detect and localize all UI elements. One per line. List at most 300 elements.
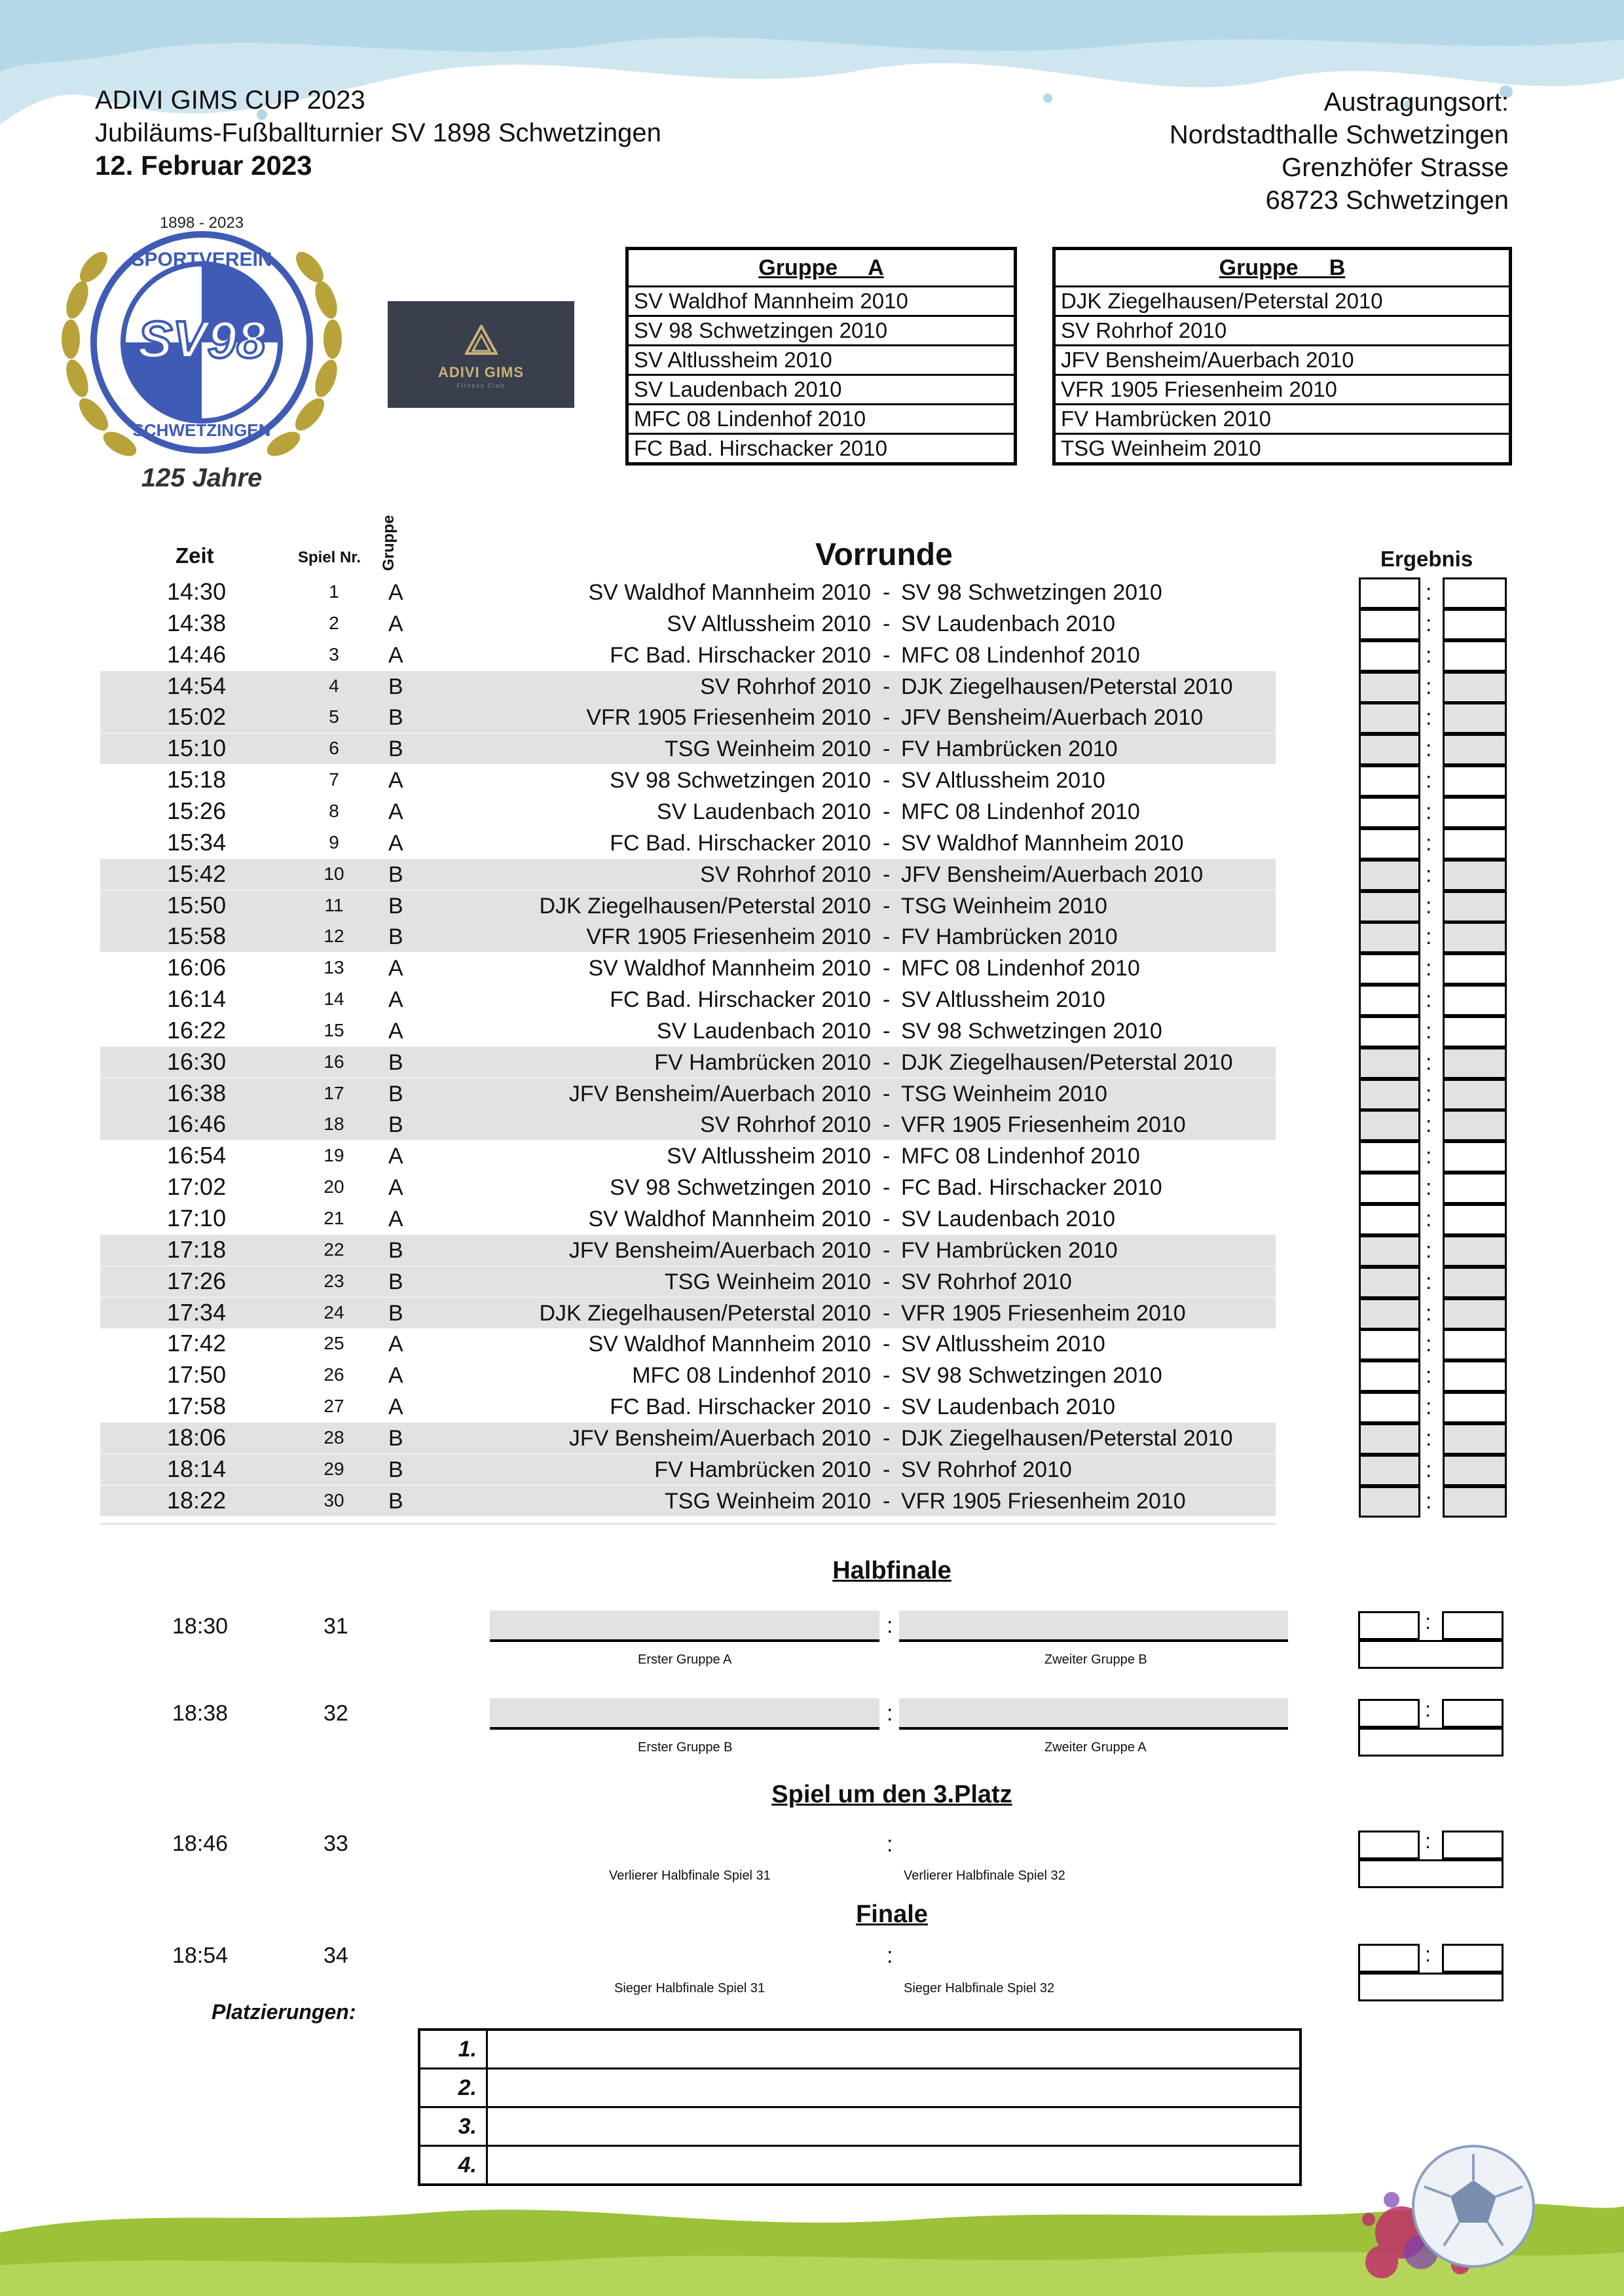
away-team: FV Hambrücken 2010 — [901, 1237, 1118, 1263]
match-group: A — [388, 1018, 403, 1044]
score-field-home[interactable] — [1359, 1392, 1420, 1423]
placements-label: Platzierungen: — [212, 2000, 356, 2024]
score-separator: : — [1426, 862, 1432, 887]
home-team: SV Altlussheim 2010 — [667, 611, 871, 636]
semifinal-team-field[interactable] — [490, 1611, 879, 1642]
versus-dash: - — [883, 611, 891, 636]
score-separator: : — [1426, 1363, 1432, 1389]
schedule-row — [0, 1422, 1624, 1453]
score-field-home[interactable] — [1359, 1141, 1420, 1173]
match-group: A — [388, 987, 403, 1013]
penalty-field[interactable] — [1358, 1728, 1504, 1757]
penalty-field[interactable] — [1358, 1640, 1504, 1669]
score-separator: : — [1426, 1049, 1432, 1075]
soccer-ball-icon — [1413, 2146, 1534, 2267]
event-title: ADIVI GIMS CUP 2023 — [95, 86, 365, 115]
match-number: 5 — [329, 706, 339, 727]
score-field-away[interactable] — [1443, 1204, 1507, 1235]
placement-row[interactable] — [420, 2069, 1299, 2108]
schedule-row — [0, 890, 1624, 921]
home-team: SV Rohrhof 2010 — [700, 1112, 871, 1138]
slot-label: Erster Gruppe A — [638, 1652, 732, 1667]
schedule-row — [0, 1328, 1624, 1359]
bottom-grass-decoration — [0, 2134, 1624, 2296]
match-time: 18:46 — [172, 1831, 229, 1856]
score-field-home[interactable] — [1359, 640, 1420, 672]
score-separator: : — [1425, 1942, 1431, 1966]
schedule-row — [0, 1391, 1624, 1422]
match-number: 14 — [323, 989, 344, 1010]
away-team: SV Laudenbach 2010 — [901, 611, 1116, 636]
score-field-away[interactable] — [1443, 953, 1507, 985]
group-a-team: SV Waldhof Mannheim 2010 — [629, 287, 1014, 317]
match-group: A — [388, 1207, 403, 1231]
score-field-home[interactable] — [1359, 1360, 1420, 1392]
score-separator: : — [1426, 611, 1432, 636]
match-number: 6 — [329, 738, 339, 759]
group-b-team: TSG Weinheim 2010 — [1061, 436, 1261, 460]
away-team: SV Altlussheim 2010 — [901, 987, 1105, 1013]
versus-dash: - — [883, 1488, 891, 1514]
placement-rank: 4. — [420, 2147, 488, 2183]
versus-dash: - — [883, 1175, 891, 1201]
away-team: MFC 08 Lindenhof 2010 — [901, 642, 1140, 668]
match-time: 16:06 — [167, 954, 227, 981]
score-field-home[interactable] — [1359, 1298, 1420, 1330]
score-separator: : — [1426, 737, 1432, 762]
column-header-ergebnis: Ergebnis — [1380, 547, 1473, 571]
match-group: A — [388, 830, 403, 856]
score-field-home[interactable] — [1359, 1016, 1420, 1048]
versus-dash: - — [883, 862, 891, 887]
score-separator: : — [1426, 1488, 1432, 1514]
away-team: FV Hambrücken 2010 — [901, 737, 1118, 762]
away-team: FV Hambrücken 2010 — [901, 924, 1118, 950]
versus-dash: - — [883, 1207, 891, 1231]
home-team: TSG Weinheim 2010 — [665, 737, 871, 762]
score-field-away[interactable] — [1443, 1455, 1507, 1486]
away-team: SV Altlussheim 2010 — [901, 1332, 1105, 1357]
match-number: 20 — [323, 1176, 344, 1197]
home-team: SV Altlussheim 2010 — [667, 1144, 871, 1169]
match-number: 23 — [323, 1270, 344, 1291]
score-field-home[interactable] — [1359, 1455, 1420, 1486]
match-group: A — [388, 1332, 403, 1357]
score-field-home[interactable] — [1359, 1423, 1420, 1455]
away-team: SV Rohrhof 2010 — [901, 1269, 1072, 1294]
match-time: 15:18 — [167, 766, 227, 793]
schedule-row — [0, 795, 1624, 827]
match-number: 9 — [329, 831, 339, 852]
versus-dash: - — [883, 1018, 891, 1044]
away-team: SV 98 Schwetzingen 2010 — [901, 1363, 1162, 1389]
group-b-title: Gruppe B — [1056, 250, 1509, 287]
versus-dash: - — [883, 642, 891, 668]
score-field-home[interactable] — [1359, 577, 1420, 609]
match-time: 14:30 — [167, 578, 227, 605]
score-field-away[interactable] — [1443, 1298, 1507, 1330]
home-team: VFR 1905 Friesenheim 2010 — [586, 705, 871, 731]
match-group: B — [388, 1049, 403, 1075]
versus-dash: - — [883, 893, 891, 919]
score-field-away[interactable] — [1443, 1267, 1507, 1298]
venue-label: Austragungsort: — [1323, 88, 1509, 117]
match-group: B — [388, 862, 403, 887]
away-team: VFR 1905 Friesenheim 2010 — [901, 1112, 1186, 1138]
placement-rank: 2. — [420, 2069, 488, 2106]
score-field-away[interactable] — [1442, 1699, 1504, 1728]
sponsor-name: ADIVI GIMS — [437, 364, 524, 380]
home-team: FC Bad. Hirschacker 2010 — [610, 987, 871, 1013]
score-separator: : — [1426, 1018, 1432, 1044]
match-time: 16:30 — [167, 1048, 227, 1075]
score-field-home[interactable] — [1359, 953, 1420, 985]
semifinal-team-field[interactable] — [899, 1611, 1288, 1642]
score-separator: : — [1426, 830, 1432, 856]
match-number: 7 — [329, 769, 339, 790]
versus-dash: - — [883, 956, 891, 981]
match-number: 31 — [323, 1614, 348, 1639]
home-team: DJK Ziegelhausen/Peterstal 2010 — [539, 1300, 871, 1326]
away-team: DJK Ziegelhausen/Peterstal 2010 — [901, 1425, 1233, 1451]
match-number: 30 — [323, 1489, 344, 1510]
score-separator: : — [1426, 987, 1432, 1013]
match-number: 4 — [329, 675, 339, 696]
versus-dash: - — [883, 1300, 891, 1326]
match-number: 26 — [323, 1364, 344, 1385]
score-field-home[interactable] — [1358, 1944, 1420, 1973]
score-field-home[interactable] — [1359, 1173, 1420, 1204]
home-team: TSG Weinheim 2010 — [665, 1488, 871, 1514]
section-title-finale: Finale — [856, 1901, 928, 1928]
home-team: JFV Bensheim/Auerbach 2010 — [568, 1081, 871, 1106]
section-title-third-place: Spiel um den 3.Platz — [771, 1781, 1012, 1808]
home-team: SV Laudenbach 2010 — [656, 1018, 871, 1044]
away-team: TSG Weinheim 2010 — [901, 893, 1107, 919]
penalty-field[interactable] — [1358, 1973, 1504, 2001]
schedule-row — [0, 1108, 1624, 1140]
schedule-row — [0, 670, 1624, 702]
versus-dash: - — [883, 799, 891, 824]
match-group: B — [388, 1457, 403, 1482]
score-field-home[interactable] — [1359, 1048, 1420, 1079]
score-field-away[interactable] — [1443, 734, 1507, 765]
match-time: 15:02 — [167, 703, 227, 731]
score-field-home[interactable] — [1359, 1204, 1420, 1235]
match-time: 16:54 — [167, 1142, 227, 1169]
match-number: 19 — [323, 1145, 344, 1166]
score-separator: : — [887, 1943, 893, 1968]
section-title-halbfinale: Halbfinale — [832, 1557, 951, 1584]
score-separator: : — [887, 1701, 893, 1726]
score-separator: : — [1426, 642, 1432, 668]
sponsor-logo — [388, 301, 574, 408]
score-separator: : — [1426, 1207, 1432, 1231]
group-b-team: VFR 1905 Friesenheim 2010 — [1056, 376, 1509, 405]
score-field-away[interactable] — [1442, 1611, 1504, 1640]
score-field-home[interactable] — [1359, 672, 1420, 703]
match-group: A — [388, 1394, 403, 1420]
score-field-away[interactable] — [1443, 672, 1507, 703]
match-time: 15:26 — [167, 797, 227, 824]
score-field-home[interactable] — [1359, 891, 1420, 922]
score-field-home[interactable] — [1359, 1267, 1420, 1298]
home-team: SV Waldhof Mannheim 2010 — [588, 956, 871, 981]
match-time: 18:14 — [167, 1455, 227, 1482]
schedule-row — [0, 639, 1624, 670]
match-time: 14:38 — [167, 609, 227, 636]
match-group: A — [388, 642, 403, 668]
placement-row[interactable] — [420, 2031, 1299, 2069]
score-separator: : — [887, 1613, 893, 1638]
schedule-row — [0, 1140, 1624, 1171]
score-field-away[interactable] — [1443, 1235, 1507, 1267]
score-field-away[interactable] — [1443, 702, 1507, 734]
versus-dash: - — [883, 1394, 891, 1420]
score-field-away[interactable] — [1443, 1423, 1507, 1455]
versus-dash: - — [883, 1425, 891, 1451]
home-team: SV Rohrhof 2010 — [700, 862, 871, 887]
schedule-row — [0, 1234, 1624, 1266]
score-field-home[interactable] — [1359, 734, 1420, 765]
schedule-row — [0, 827, 1624, 858]
match-time: 16:22 — [167, 1016, 227, 1044]
match-group: B — [388, 674, 403, 699]
match-group: A — [388, 1175, 403, 1201]
match-group: A — [388, 1363, 403, 1389]
schedule-row — [0, 1297, 1624, 1328]
score-field-home[interactable] — [1359, 797, 1420, 828]
score-field-away[interactable] — [1443, 828, 1507, 860]
score-field-away[interactable] — [1443, 1173, 1507, 1204]
score-field-home[interactable] — [1358, 1699, 1420, 1728]
score-separator: : — [1426, 799, 1432, 824]
match-time: 16:14 — [167, 985, 227, 1013]
score-separator: : — [1426, 1269, 1432, 1294]
match-number: 18 — [323, 1114, 344, 1135]
group-a-table — [625, 247, 1017, 465]
versus-dash: - — [883, 674, 891, 699]
score-field-home[interactable] — [1359, 828, 1420, 860]
match-number: 25 — [323, 1333, 344, 1354]
group-b-table — [1052, 247, 1512, 465]
versus-dash: - — [883, 1237, 891, 1263]
score-field-away[interactable] — [1443, 985, 1507, 1016]
match-group: B — [388, 705, 403, 731]
slot-label: Verlierer Halbfinale Spiel 31 — [609, 1868, 771, 1883]
slot-label: Verlierer Halbfinale Spiel 32 — [904, 1868, 1065, 1883]
home-team: SV 98 Schwetzingen 2010 — [610, 768, 871, 793]
match-number: 29 — [323, 1458, 344, 1479]
score-field-home[interactable] — [1359, 765, 1420, 797]
versus-dash: - — [883, 1081, 891, 1106]
away-team: TSG Weinheim 2010 — [901, 1081, 1107, 1106]
match-time: 14:54 — [167, 672, 227, 699]
away-team: SV Altlussheim 2010 — [901, 768, 1105, 793]
versus-dash: - — [883, 1363, 891, 1389]
schedule-row — [0, 764, 1624, 795]
group-a-team: FC Bad. Hirschacker 2010 — [634, 436, 887, 460]
match-number: 34 — [323, 1943, 348, 1968]
score-field-away[interactable] — [1443, 891, 1507, 922]
versus-dash: - — [883, 1049, 891, 1075]
score-field-away[interactable] — [1443, 797, 1507, 828]
svg-text:1898 - 2023: 1898 - 2023 — [159, 214, 244, 232]
score-field-away[interactable] — [1443, 1110, 1507, 1141]
group-a-team: MFC 08 Lindenhof 2010 — [629, 405, 1014, 435]
score-field-away[interactable] — [1443, 609, 1507, 640]
score-field-away[interactable] — [1443, 577, 1507, 609]
score-field-away[interactable] — [1443, 1360, 1507, 1392]
home-team: SV 98 Schwetzingen 2010 — [610, 1175, 871, 1201]
match-number: 32 — [323, 1701, 348, 1726]
match-group: A — [388, 956, 403, 981]
schedule-row — [0, 1203, 1624, 1234]
match-time: 15:10 — [167, 735, 227, 762]
semifinal-team-field[interactable] — [490, 1698, 879, 1730]
score-field-home[interactable] — [1359, 860, 1420, 891]
match-number: 17 — [323, 1082, 344, 1103]
adivi-gims-logo-icon — [465, 325, 498, 355]
schedule-row — [0, 1485, 1624, 1516]
score-field-away[interactable] — [1443, 1016, 1507, 1048]
score-separator: : — [1425, 1698, 1431, 1721]
score-separator: : — [1426, 1425, 1432, 1451]
home-team: SV Laudenbach 2010 — [656, 799, 871, 824]
score-field-away[interactable] — [1443, 1079, 1507, 1110]
score-field-home[interactable] — [1359, 985, 1420, 1016]
match-group: B — [388, 1488, 403, 1514]
score-field-away[interactable] — [1443, 1141, 1507, 1173]
score-field-away[interactable] — [1443, 765, 1507, 797]
match-time: 18:22 — [167, 1486, 227, 1514]
score-field-home[interactable] — [1359, 609, 1420, 640]
match-time: 14:46 — [167, 640, 227, 668]
schedule-row — [0, 1453, 1624, 1485]
column-header-spiel-nr: Spiel Nr. — [298, 549, 361, 566]
slot-label: Zweiter Gruppe A — [1044, 1740, 1147, 1755]
home-team: FV Hambrücken 2010 — [654, 1457, 871, 1482]
score-field-home[interactable] — [1359, 1235, 1420, 1267]
schedule-row — [0, 858, 1624, 890]
away-team: SV Waldhof Mannheim 2010 — [901, 830, 1184, 856]
score-field-home[interactable] — [1359, 1110, 1420, 1141]
score-field-home[interactable] — [1359, 1329, 1420, 1360]
score-field-away[interactable] — [1442, 1944, 1504, 1973]
score-separator: : — [1426, 1175, 1432, 1201]
match-number: 10 — [323, 863, 344, 884]
home-team: FV Hambrücken 2010 — [654, 1049, 871, 1075]
score-field-away[interactable] — [1443, 1329, 1507, 1360]
score-field-home[interactable] — [1359, 922, 1420, 953]
match-group: B — [388, 737, 403, 762]
score-separator: : — [1426, 1457, 1432, 1482]
match-number: 28 — [323, 1427, 344, 1448]
slot-label: Erster Gruppe B — [638, 1740, 733, 1755]
group-b-team: DJK Ziegelhausen/Peterstal 2010 — [1056, 287, 1509, 317]
penalty-field[interactable] — [1358, 1859, 1504, 1888]
match-time: 15:50 — [167, 891, 227, 919]
home-team: JFV Bensheim/Auerbach 2010 — [568, 1425, 871, 1451]
venue-block — [1170, 86, 1509, 217]
section-title-vorrunde: Vorrunde — [815, 538, 953, 572]
slot-label: Sieger Halbfinale Spiel 31 — [614, 1981, 766, 1995]
home-team: SV Waldhof Mannheim 2010 — [588, 1207, 871, 1231]
away-team: SV Rohrhof 2010 — [901, 1457, 1072, 1482]
score-field-home[interactable] — [1359, 1486, 1420, 1518]
score-separator: : — [1425, 1829, 1431, 1853]
score-field-away[interactable] — [1443, 922, 1507, 953]
score-field-away[interactable] — [1443, 860, 1507, 891]
score-field-away[interactable] — [1443, 1486, 1507, 1518]
home-team: FC Bad. Hirschacker 2010 — [610, 642, 871, 668]
match-number: 12 — [323, 926, 344, 947]
score-field-away[interactable] — [1442, 1831, 1504, 1859]
match-number: 33 — [323, 1831, 348, 1856]
match-number: 2 — [329, 612, 339, 633]
versus-dash: - — [883, 924, 891, 950]
score-field-away[interactable] — [1443, 1048, 1507, 1079]
club-crest-icon — [51, 208, 352, 496]
versus-dash: - — [883, 1112, 891, 1138]
versus-dash: - — [883, 768, 891, 793]
home-team: FC Bad. Hirschacker 2010 — [610, 1394, 871, 1420]
score-separator: : — [1426, 1112, 1432, 1138]
score-separator: : — [1426, 674, 1432, 699]
match-group: A — [388, 611, 403, 636]
group-b-team: FV Hambrücken 2010 — [1056, 405, 1509, 435]
match-number: 11 — [324, 894, 344, 915]
match-group: A — [388, 580, 403, 605]
schedule-row — [0, 1046, 1624, 1078]
score-separator: : — [1426, 893, 1432, 919]
versus-dash: - — [883, 830, 891, 856]
score-field-home[interactable] — [1358, 1611, 1420, 1640]
score-field-home[interactable] — [1358, 1831, 1420, 1859]
versus-dash: - — [883, 1332, 891, 1357]
score-separator: : — [1426, 1332, 1432, 1357]
semifinal-team-field[interactable] — [899, 1698, 1288, 1730]
score-field-home[interactable] — [1359, 1079, 1420, 1110]
home-team: SV Rohrhof 2010 — [700, 674, 871, 699]
group-a-team: SV Laudenbach 2010 — [629, 376, 1014, 405]
versus-dash: - — [883, 580, 891, 605]
score-separator: : — [1426, 956, 1432, 981]
match-time: 17:42 — [167, 1330, 227, 1357]
match-time: 15:34 — [167, 828, 227, 856]
svg-text:SCHWETZINGEN: SCHWETZINGEN — [132, 420, 271, 440]
score-separator: : — [1426, 1300, 1432, 1326]
score-field-away[interactable] — [1443, 1392, 1507, 1423]
column-header-zeit: Zeit — [175, 543, 214, 568]
home-team: MFC 08 Lindenhof 2010 — [632, 1363, 871, 1389]
svg-text:SV98: SV98 — [138, 310, 266, 369]
sponsor-tagline: Fitness Club — [456, 382, 506, 389]
schedule-row — [0, 1359, 1624, 1391]
schedule-row — [0, 1078, 1624, 1109]
placement-rank: 3. — [420, 2108, 488, 2145]
schedule-row — [0, 983, 1624, 1015]
score-separator: : — [1426, 1144, 1432, 1169]
match-group: B — [388, 893, 403, 919]
home-team: FC Bad. Hirschacker 2010 — [610, 830, 871, 856]
score-field-home[interactable] — [1359, 702, 1420, 734]
versus-dash: - — [883, 987, 891, 1013]
score-field-away[interactable] — [1443, 640, 1507, 672]
score-separator: : — [1426, 768, 1432, 793]
match-number: 27 — [323, 1396, 344, 1417]
schedule-row — [0, 920, 1624, 952]
